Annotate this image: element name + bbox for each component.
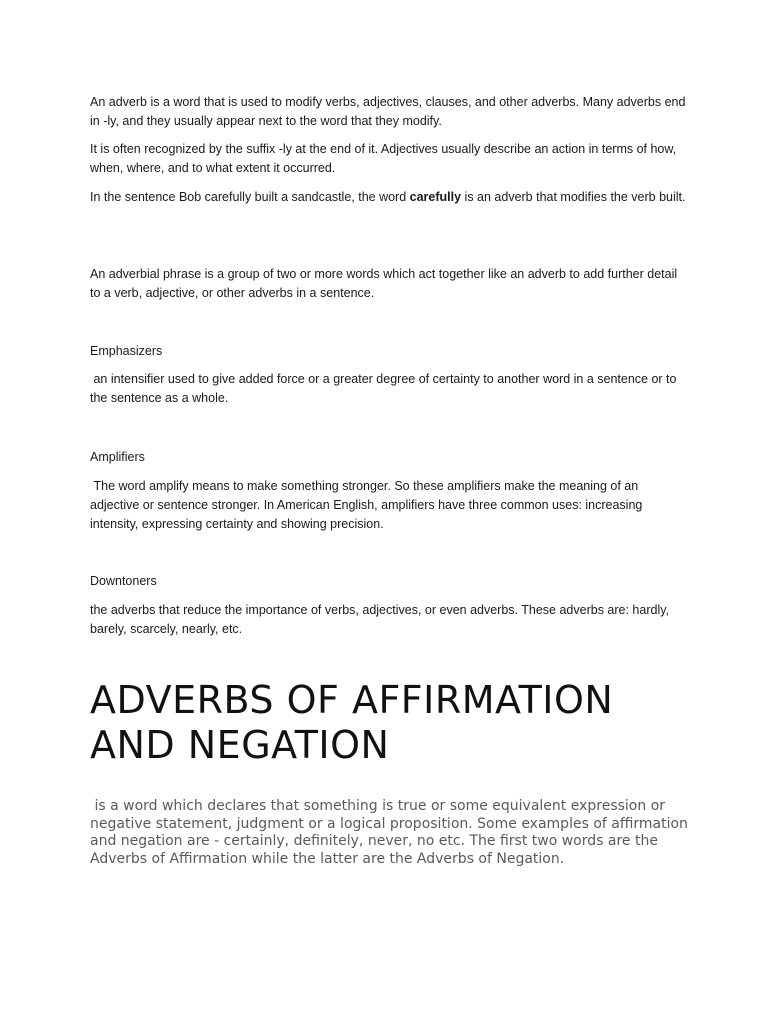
paragraph-affirmation-negation: is a word which declares that something is true or some equivalent expression or negative statement, judgment or a logical proposition. Some examples of affirmation and negation are - certainly, definitely, never, no etc. The first two words are the Adverbs of Affirmation while the latter are the Adverbs of Negation. — [90, 798, 693, 867]
heading-line-2: AND NEGATION — [90, 723, 390, 767]
section-text-amplifiers: The word amplify means to make something stronger. So these amplifiers make the meaning of an adjective or sentence stronger. In American English, amplifiers have three common uses: increasing intensity, expressing certainty and showing precision. — [90, 479, 646, 531]
section-text-emphasizers: an intensifier used to give added force or a greater degree of certainty to another word in a sentence or to the sentence as a whole. — [90, 372, 680, 405]
paragraph-adverbial-phrase: An adverbial phrase is a group of two or more words which act together like an adverb to add further detail to a verb, adjective, or other adverbs in a sentence. — [90, 267, 678, 300]
paragraph-suffix: It is often recognized by the suffix -ly at the end of it. Adjectives usually describe an action in terms of how, when, where, and to what extent it occurred. — [90, 142, 677, 175]
section-title-emphasizers: Emphasizers — [90, 344, 163, 358]
heading-line-1: ADVERBS OF AFFIRMATION — [90, 678, 614, 722]
paragraph-example — [90, 188, 690, 207]
example-text-after: is an adverb that modifies the verb built. — [461, 190, 686, 204]
paragraph-adverb-definition: An adverb is a word that is used to modify verbs, adjectives, clauses, and other adverbs. Many adverbs end in -ly, and they usually appear next to the word that they modify. — [90, 95, 686, 128]
section-text-downtoners: the adverbs that reduce the importance of verbs, adjectives, or even adverbs. These adverbs are: hardly, barely, scarcely, nearly, etc. — [90, 603, 670, 636]
example-bold-word: carefully — [409, 190, 462, 204]
example-text-before: In the sentence Bob carefully built a sandcastle, the word — [90, 190, 410, 204]
section-title-downtoners: Downtoners — [90, 574, 157, 588]
page-heading — [90, 678, 730, 768]
section-title-amplifiers: Amplifiers — [90, 450, 145, 464]
